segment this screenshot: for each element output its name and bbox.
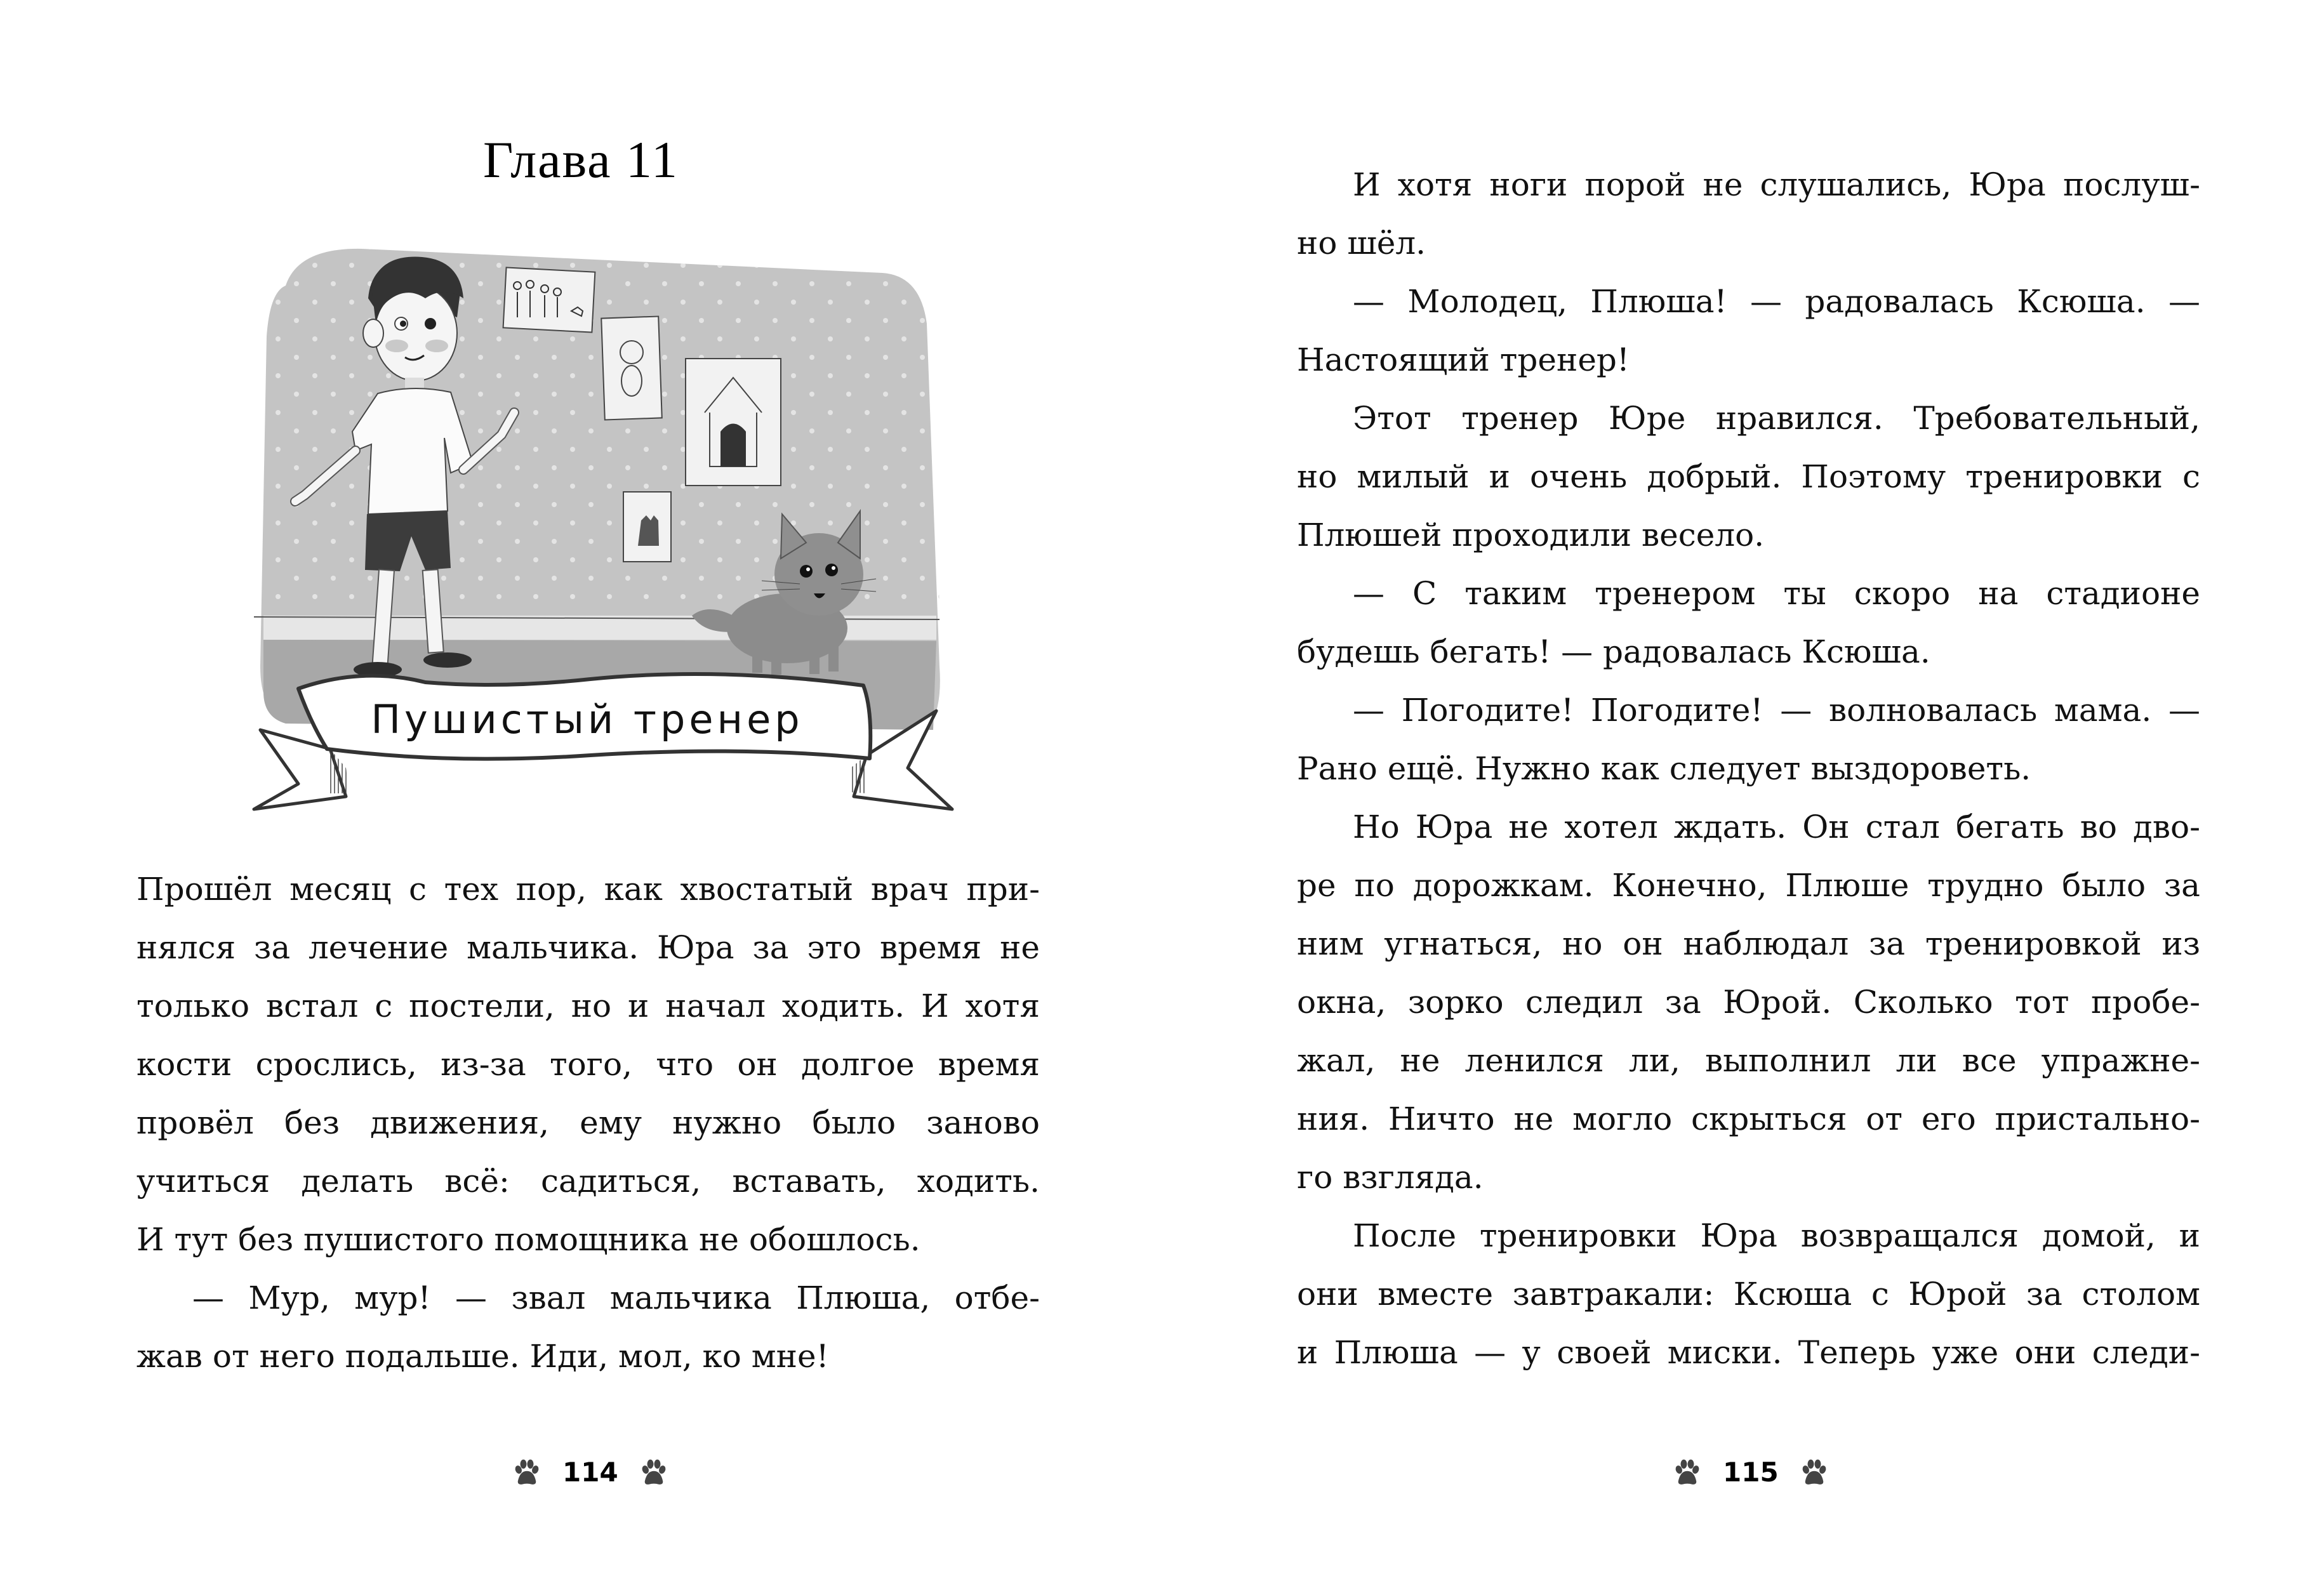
text-line: И хотя ноги порой не слушались, Юра послуш- [1353, 166, 2200, 203]
right-page-body [1297, 155, 2200, 1382]
text-line: жал, не ленился ли, выполнил ли все упражне- [1297, 1042, 2200, 1079]
paw-print-icon [640, 1458, 668, 1486]
text-line: И тут без пушистого помощника не обошлось. [136, 1221, 920, 1258]
page-number-right [1673, 1457, 1828, 1488]
text-line: жав от него подальше. Иди, мол, ко мне! [136, 1338, 829, 1375]
page-number-left [513, 1457, 668, 1488]
text-line: они вместе завтракали: Ксюша с Юрой за столом [1297, 1276, 2200, 1313]
text-line: провёл без движения, ему нужно было заново [136, 1104, 1040, 1141]
paw-print-icon [1673, 1458, 1701, 1486]
banner-text: Пушистый тренер [371, 696, 804, 743]
text-line: Плюшей проходили весело. [1297, 517, 1765, 553]
text-line: Настоящий тренер! [1297, 341, 1630, 378]
left-page-body [136, 860, 1040, 1386]
text-line: кости срослись, из-за того, что он долгое время [136, 1046, 1040, 1083]
text-line: Этот тренер Юре нравился. Требовательный, [1353, 400, 2200, 437]
paw-print-icon [1800, 1458, 1828, 1486]
text-line: только встал с постели, но и начал ходить. И хотя [136, 988, 1040, 1024]
page-number: 114 [562, 1457, 618, 1488]
text-line: Но Юра не хотел ждать. Он стал бегать во дво- [1353, 809, 2200, 845]
text-line: — С таким тренером ты скоро на стадионе [1353, 575, 2200, 612]
text-line: окна, зорко следил за Юрой. Сколько тот пробе- [1297, 984, 2200, 1021]
text-line: ния. Ничто не могло скрыться от его пристально- [1297, 1101, 2200, 1137]
text-line: будешь бегать! — радовалась Ксюша. [1297, 633, 1930, 670]
text-line: учиться делать всё: садиться, вставать, ходить. [136, 1163, 1040, 1200]
text-line: го взгляда. [1297, 1159, 1484, 1196]
text-line: Прошёл месяц с тех пор, как хвостатый врач при- [136, 871, 1040, 908]
text-line: После тренировки Юра возвращался домой, и [1353, 1217, 2200, 1254]
text-line: — Погодите! Погодите! — волновалась мама. — [1353, 692, 2200, 729]
text-line: но милый и очень добрый. Поэтому тренировки с [1297, 458, 2200, 495]
text-line: ним угнаться, но он наблюдал за тренировкой из [1297, 925, 2200, 962]
page-number: 115 [1723, 1457, 1779, 1488]
paw-print-icon [513, 1458, 541, 1486]
text-line: нялся за лечение мальчика. Юра за это время не [136, 929, 1040, 966]
chapter-title: Глава 11 [482, 131, 679, 188]
text-line: ре по дорожкам. Конечно, Плюше трудно было за [1297, 867, 2200, 904]
text-line: и Плюша — у своей миски. Теперь уже они следи- [1297, 1334, 2200, 1371]
text-line: — Молодец, Плюша! — радовалась Ксюша. — [1353, 283, 2200, 320]
text-line: — Мур, мур! — звал мальчика Плюша, отбе- [192, 1280, 1040, 1316]
text-line: но шёл. [1297, 225, 1426, 261]
text-line: Рано ещё. Нужно как следует выздороветь. [1297, 750, 2031, 787]
chapter-illustration [235, 222, 965, 825]
